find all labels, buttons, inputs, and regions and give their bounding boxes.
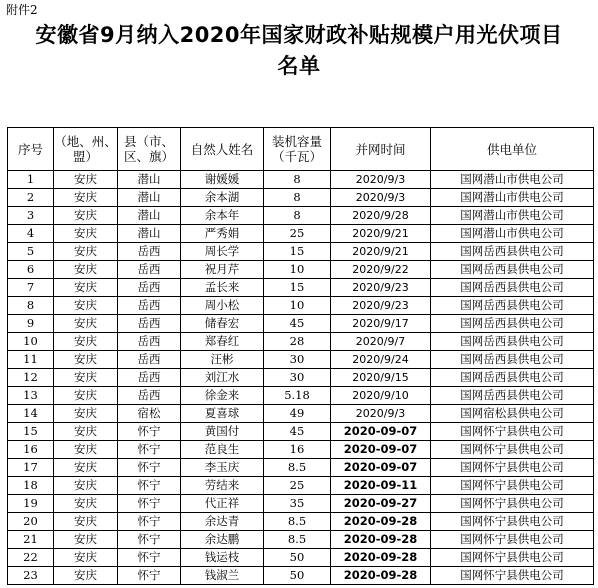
table-row <box>8 351 594 369</box>
cell-county: 怀宁 <box>118 531 181 549</box>
cell-grid-date: 2020/9/7 <box>331 333 431 351</box>
cell-county: 宿松 <box>118 405 181 423</box>
cell-utility: 国网怀宁县供电公司 <box>431 459 594 477</box>
cell-name: 孟长来 <box>181 279 264 297</box>
table-row <box>8 297 594 315</box>
cell-prefecture: 安庆 <box>54 387 118 405</box>
cell-prefecture: 安庆 <box>54 441 118 459</box>
cell-name: 徐金来 <box>181 387 264 405</box>
cell-name: 余本年 <box>181 207 264 225</box>
cell-county: 怀宁 <box>118 423 181 441</box>
cell-grid-date: 2020/9/24 <box>331 351 431 369</box>
cell-county: 怀宁 <box>118 459 181 477</box>
cell-name: 刘江水 <box>181 369 264 387</box>
project-list-table <box>7 127 594 585</box>
table-header-row <box>8 128 594 171</box>
cell-county: 潜山 <box>118 225 181 243</box>
cell-grid-date: 2020-09-07 <box>331 441 431 459</box>
cell-utility: 国网怀宁县供电公司 <box>431 441 594 459</box>
title-line-2: 名单 <box>277 54 321 78</box>
table-row <box>8 171 594 189</box>
table-row <box>8 189 594 207</box>
cell-utility: 国网岳西县供电公司 <box>431 387 594 405</box>
cell-utility: 国网岳西县供电公司 <box>431 297 594 315</box>
header-index: 序号 <box>8 128 54 171</box>
cell-grid-date: 2020/9/22 <box>331 261 431 279</box>
header-county: 县（市、区、旗） <box>118 128 181 171</box>
table-row <box>8 459 594 477</box>
cell-grid-date: 2020/9/17 <box>331 315 431 333</box>
cell-utility: 国网岳西县供电公司 <box>431 315 594 333</box>
cell-index: 4 <box>8 225 54 243</box>
cell-utility: 国网岳西县供电公司 <box>431 279 594 297</box>
cell-prefecture: 安庆 <box>54 531 118 549</box>
cell-capacity: 10 <box>264 297 331 315</box>
cell-index: 23 <box>8 567 54 585</box>
cell-index: 6 <box>8 261 54 279</box>
cell-grid-date: 2020-09-28 <box>331 567 431 585</box>
cell-utility: 国网怀宁县供电公司 <box>431 495 594 513</box>
table-row <box>8 225 594 243</box>
cell-capacity: 50 <box>264 567 331 585</box>
cell-prefecture: 安庆 <box>54 477 118 495</box>
cell-index: 10 <box>8 333 54 351</box>
cell-prefecture: 安庆 <box>54 567 118 585</box>
table-row <box>8 531 594 549</box>
cell-utility: 国网潜山市供电公司 <box>431 225 594 243</box>
cell-utility: 国网怀宁县供电公司 <box>431 567 594 585</box>
table-row <box>8 423 594 441</box>
cell-index: 7 <box>8 279 54 297</box>
cell-prefecture: 安庆 <box>54 549 118 567</box>
cell-grid-date: 2020/9/15 <box>331 369 431 387</box>
cell-utility: 国网岳西县供电公司 <box>431 351 594 369</box>
cell-grid-date: 2020/9/23 <box>331 297 431 315</box>
cell-prefecture: 安庆 <box>54 405 118 423</box>
table-row <box>8 513 594 531</box>
table-row <box>8 333 594 351</box>
cell-prefecture: 安庆 <box>54 279 118 297</box>
cell-county: 岳西 <box>118 297 181 315</box>
cell-county: 岳西 <box>118 315 181 333</box>
cell-utility: 国网怀宁县供电公司 <box>431 477 594 495</box>
cell-grid-date: 2020/9/10 <box>331 387 431 405</box>
header-grid-date: 并网时间 <box>331 128 431 171</box>
cell-prefecture: 安庆 <box>54 171 118 189</box>
cell-name: 严秀娟 <box>181 225 264 243</box>
cell-utility: 国网怀宁县供电公司 <box>431 531 594 549</box>
header-capacity: 装机容量（千瓦） <box>264 128 331 171</box>
table-row <box>8 387 594 405</box>
cell-name: 周小松 <box>181 297 264 315</box>
cell-prefecture: 安庆 <box>54 333 118 351</box>
cell-capacity: 49 <box>264 405 331 423</box>
cell-utility: 国网怀宁县供电公司 <box>431 423 594 441</box>
cell-grid-date: 2020-09-28 <box>331 513 431 531</box>
cell-capacity: 10 <box>264 261 331 279</box>
cell-prefecture: 安庆 <box>54 459 118 477</box>
cell-utility: 国网潜山市供电公司 <box>431 171 594 189</box>
cell-name: 储春宏 <box>181 315 264 333</box>
cell-name: 汪彬 <box>181 351 264 369</box>
cell-utility: 国网岳西县供电公司 <box>431 333 594 351</box>
cell-grid-date: 2020/9/3 <box>331 171 431 189</box>
cell-name: 钱运枝 <box>181 549 264 567</box>
attachment-label: 附件2 <box>6 3 38 17</box>
cell-index: 9 <box>8 315 54 333</box>
cell-prefecture: 安庆 <box>54 243 118 261</box>
cell-prefecture: 安庆 <box>54 297 118 315</box>
header-utility: 供电单位 <box>431 128 594 171</box>
cell-capacity: 8 <box>264 171 331 189</box>
title-line-1: 安徽省9月纳入2020年国家财政补贴规模户用光伏项目 <box>35 23 563 47</box>
cell-capacity: 15 <box>264 279 331 297</box>
cell-utility: 国网宿松县供电公司 <box>431 405 594 423</box>
cell-county: 潜山 <box>118 189 181 207</box>
cell-county: 怀宁 <box>118 513 181 531</box>
table-row <box>8 567 594 585</box>
cell-index: 14 <box>8 405 54 423</box>
cell-county: 岳西 <box>118 261 181 279</box>
cell-index: 11 <box>8 351 54 369</box>
cell-index: 19 <box>8 495 54 513</box>
cell-name: 祝月芹 <box>181 261 264 279</box>
cell-index: 2 <box>8 189 54 207</box>
cell-county: 怀宁 <box>118 549 181 567</box>
cell-name: 黄国付 <box>181 423 264 441</box>
cell-name: 范良生 <box>181 441 264 459</box>
cell-name: 李玉庆 <box>181 459 264 477</box>
cell-utility: 国网怀宁县供电公司 <box>431 549 594 567</box>
cell-name: 夏喜球 <box>181 405 264 423</box>
cell-grid-date: 2020/9/21 <box>331 225 431 243</box>
cell-county: 怀宁 <box>118 477 181 495</box>
cell-grid-date: 2020/9/3 <box>331 189 431 207</box>
cell-prefecture: 安庆 <box>54 423 118 441</box>
cell-grid-date: 2020/9/23 <box>331 279 431 297</box>
table-row <box>8 405 594 423</box>
cell-name: 余达青 <box>181 513 264 531</box>
cell-grid-date: 2020-09-28 <box>331 549 431 567</box>
cell-capacity: 30 <box>264 369 331 387</box>
cell-prefecture: 安庆 <box>54 351 118 369</box>
cell-index: 16 <box>8 441 54 459</box>
cell-utility: 国网岳西县供电公司 <box>431 243 594 261</box>
cell-capacity: 45 <box>264 423 331 441</box>
cell-name: 郑春红 <box>181 333 264 351</box>
document-title <box>0 20 598 82</box>
cell-index: 1 <box>8 171 54 189</box>
cell-prefecture: 安庆 <box>54 207 118 225</box>
table-row <box>8 549 594 567</box>
cell-county: 潜山 <box>118 171 181 189</box>
cell-capacity: 8 <box>264 189 331 207</box>
cell-grid-date: 2020-09-27 <box>331 495 431 513</box>
table-row <box>8 477 594 495</box>
cell-name: 代正祥 <box>181 495 264 513</box>
header-prefecture: （地、州、盟） <box>54 128 118 171</box>
cell-prefecture: 安庆 <box>54 315 118 333</box>
cell-grid-date: 2020-09-11 <box>331 477 431 495</box>
cell-grid-date: 2020-09-07 <box>331 459 431 477</box>
cell-capacity: 5.18 <box>264 387 331 405</box>
cell-capacity: 8 <box>264 207 331 225</box>
cell-capacity: 16 <box>264 441 331 459</box>
cell-prefecture: 安庆 <box>54 495 118 513</box>
cell-index: 12 <box>8 369 54 387</box>
cell-grid-date: 2020/9/21 <box>331 243 431 261</box>
cell-index: 18 <box>8 477 54 495</box>
cell-index: 20 <box>8 513 54 531</box>
cell-county: 岳西 <box>118 279 181 297</box>
table-row <box>8 495 594 513</box>
cell-utility: 国网岳西县供电公司 <box>431 369 594 387</box>
cell-index: 17 <box>8 459 54 477</box>
cell-name: 余本湖 <box>181 189 264 207</box>
cell-utility: 国网怀宁县供电公司 <box>431 513 594 531</box>
cell-capacity: 8.5 <box>264 459 331 477</box>
table-row <box>8 243 594 261</box>
header-name: 自然人姓名 <box>181 128 264 171</box>
cell-capacity: 8.5 <box>264 513 331 531</box>
cell-grid-date: 2020/9/3 <box>331 405 431 423</box>
table-row <box>8 441 594 459</box>
table-row <box>8 369 594 387</box>
table-row <box>8 261 594 279</box>
cell-capacity: 25 <box>264 225 331 243</box>
cell-county: 怀宁 <box>118 441 181 459</box>
cell-prefecture: 安庆 <box>54 369 118 387</box>
cell-county: 岳西 <box>118 351 181 369</box>
cell-index: 5 <box>8 243 54 261</box>
cell-index: 15 <box>8 423 54 441</box>
cell-index: 13 <box>8 387 54 405</box>
cell-county: 岳西 <box>118 387 181 405</box>
cell-prefecture: 安庆 <box>54 513 118 531</box>
cell-prefecture: 安庆 <box>54 189 118 207</box>
cell-prefecture: 安庆 <box>54 225 118 243</box>
cell-grid-date: 2020-09-07 <box>331 423 431 441</box>
cell-county: 岳西 <box>118 333 181 351</box>
table-row <box>8 279 594 297</box>
cell-county: 怀宁 <box>118 567 181 585</box>
cell-capacity: 25 <box>264 477 331 495</box>
table-row <box>8 315 594 333</box>
cell-capacity: 30 <box>264 351 331 369</box>
cell-county: 岳西 <box>118 243 181 261</box>
cell-index: 3 <box>8 207 54 225</box>
cell-capacity: 50 <box>264 549 331 567</box>
cell-prefecture: 安庆 <box>54 261 118 279</box>
cell-grid-date: 2020-09-28 <box>331 531 431 549</box>
cell-capacity: 35 <box>264 495 331 513</box>
cell-index: 21 <box>8 531 54 549</box>
cell-county: 潜山 <box>118 207 181 225</box>
cell-utility: 国网岳西县供电公司 <box>431 261 594 279</box>
cell-index: 8 <box>8 297 54 315</box>
cell-name: 谢媛媛 <box>181 171 264 189</box>
cell-index: 22 <box>8 549 54 567</box>
table-row <box>8 207 594 225</box>
cell-utility: 国网潜山市供电公司 <box>431 207 594 225</box>
cell-name: 余达鹏 <box>181 531 264 549</box>
cell-utility: 国网潜山市供电公司 <box>431 189 594 207</box>
cell-capacity: 8.5 <box>264 531 331 549</box>
cell-name: 周长学 <box>181 243 264 261</box>
cell-county: 怀宁 <box>118 495 181 513</box>
cell-name: 钱淑兰 <box>181 567 264 585</box>
cell-capacity: 45 <box>264 315 331 333</box>
cell-county: 岳西 <box>118 369 181 387</box>
cell-grid-date: 2020/9/28 <box>331 207 431 225</box>
cell-name: 劳结来 <box>181 477 264 495</box>
cell-capacity: 28 <box>264 333 331 351</box>
cell-capacity: 15 <box>264 243 331 261</box>
